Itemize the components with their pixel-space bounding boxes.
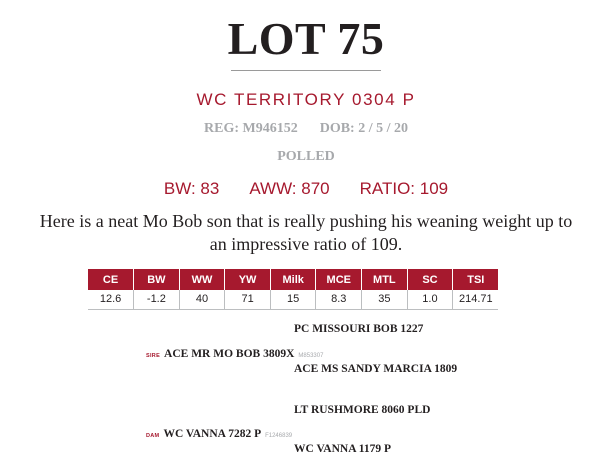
dam-dam-name: WC VANNA 1179 P bbox=[294, 443, 392, 455]
epd-value-row bbox=[88, 290, 498, 309]
sire-line bbox=[146, 344, 323, 362]
dam-registration: F1246839 bbox=[265, 433, 293, 439]
epd-value-yw: 71 bbox=[225, 290, 271, 309]
epd-header-ce: CE bbox=[88, 269, 134, 290]
polled-status: POLLED bbox=[277, 149, 335, 164]
sire-dam-name: ACE MS SANDY MARCIA 1809 bbox=[294, 363, 458, 375]
lot-description: Here is a neat Mo Bob son that is really pushing his weaning weight up to an impressive ratio of 109. bbox=[39, 211, 573, 254]
epd-value-bw: -1.2 bbox=[134, 290, 180, 309]
dam-tag: DAM bbox=[146, 433, 160, 439]
sire-registration: M853307 bbox=[298, 353, 324, 359]
epd-value-milk: 15 bbox=[270, 290, 316, 309]
epd-value-mce: 8.3 bbox=[316, 290, 362, 309]
title-divider bbox=[231, 70, 381, 71]
epd-header-mce: MCE bbox=[316, 269, 362, 290]
birth-weight: BW: 83 bbox=[163, 179, 220, 198]
lot-title: LOT 75 bbox=[227, 13, 385, 64]
registration-line bbox=[0, 121, 612, 137]
registration-number: REG: M946152 bbox=[204, 121, 298, 136]
epd-header-tsi: TSI bbox=[453, 269, 499, 290]
epd-header-yw: YW bbox=[225, 269, 271, 290]
weaning-ratio: RATIO: 109 bbox=[359, 179, 449, 198]
epd-header-milk: Milk bbox=[270, 269, 316, 290]
adjusted-weaning-weight: AWW: 870 bbox=[249, 179, 330, 198]
epd-table bbox=[88, 269, 498, 310]
dam-line bbox=[146, 424, 292, 442]
epd-header-row bbox=[88, 269, 498, 290]
date-of-birth: DOB: 2 / 5 / 20 bbox=[319, 121, 408, 136]
dam-name: WC VANNA 7282 P bbox=[163, 428, 262, 440]
epd-value-sc: 1.0 bbox=[407, 290, 453, 309]
dam-sire-name: LT RUSHMORE 8060 PLD bbox=[294, 404, 431, 416]
sire-name: ACE MR MO BOB 3809X bbox=[164, 348, 295, 360]
epd-value-mtl: 35 bbox=[362, 290, 408, 309]
performance-stats bbox=[0, 179, 612, 199]
epd-value-ce: 12.6 bbox=[88, 290, 134, 309]
epd-header-ww: WW bbox=[179, 269, 225, 290]
epd-header-sc: SC bbox=[407, 269, 453, 290]
epd-value-tsi: 214.71 bbox=[458, 293, 493, 306]
sire-sire-name: PC MISSOURI BOB 1227 bbox=[294, 323, 424, 335]
epd-header-mtl: MTL bbox=[362, 269, 408, 290]
epd-header-bw: BW bbox=[134, 269, 180, 290]
animal-name: WC TERRITORY 0304 P bbox=[196, 90, 416, 109]
epd-value-ww: 40 bbox=[179, 290, 225, 309]
sire-tag: SIRE bbox=[146, 353, 161, 359]
